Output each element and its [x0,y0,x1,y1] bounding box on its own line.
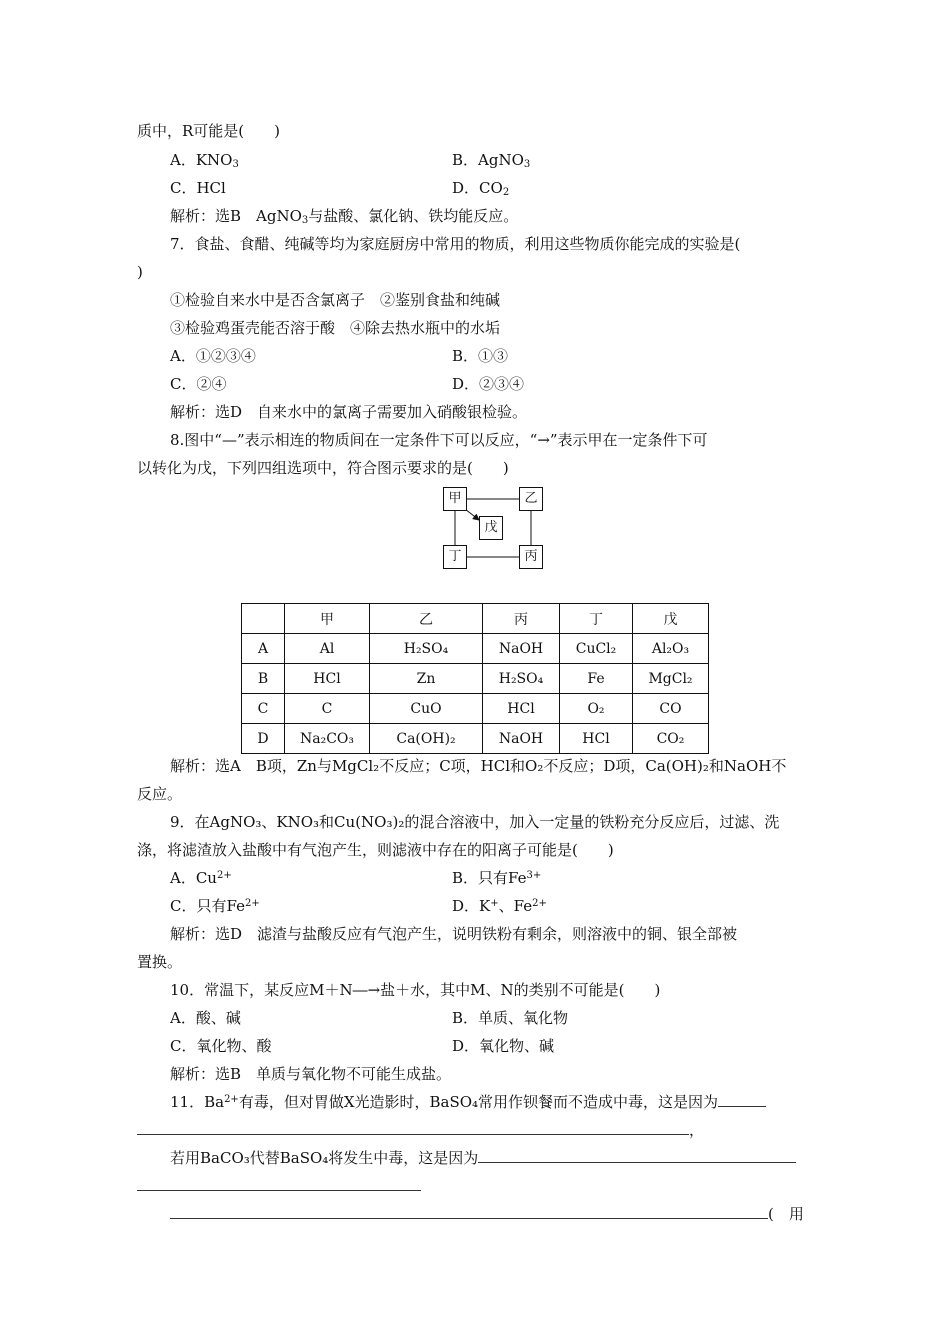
answer-blank[interactable] [137,1120,689,1135]
q9-answer: 解析：选D 滤渣与盐酸反应有气泡产生，说明铁粉有剩余，则溶液中的铜、银全部被 [170,925,738,943]
table-cell: H₂SO₄ [370,634,483,664]
q10-option-a: A．酸、碱 [170,1009,241,1027]
q7-stem: 7．食盐、食醋、纯碱等均为家庭厨房中常用的物质，利用这些物质你能完成的实验是( [170,235,741,253]
table-header-cell: 丁 [560,604,633,634]
q8-stem: 8.图中“—”表示相连的物质间在一定条件下可以反应，“→”表示甲在一定条件下可 [170,431,708,449]
q10-stem: 10．常温下，某反应M＋N―→盐＋水，其中M、N的类别不可能是( ) [170,981,661,999]
q7-option-c: C．②④ [170,375,227,393]
q7-stem-cont: ) [137,263,143,281]
q8-stem-cont: 以转化为戊，下列四组选项中，符合图示要求的是( ) [137,459,509,477]
q6-option-b: B．AgNO$_3$ [452,151,531,170]
q10-option-d: D．氧化物、碱 [452,1037,555,1055]
table-cell: NaOH [483,724,560,754]
table-cell: Na₂CO₃ [285,724,370,754]
q6-option-d: D．$CO_2$ [452,179,510,198]
table-cell: CO [633,694,709,724]
answer-blank[interactable] [718,1092,766,1107]
q7-option-b: B．①③ [452,347,509,365]
table-row [242,664,709,694]
table-cell: Fe [560,664,633,694]
q8-answer: 解析：选A B项，Zn与MgCl₂不反应；C项，HCl和O₂不反应；D项，Ca(OH)₂和NaOH不 [170,757,787,775]
q11-line-5: ( 用 [170,1204,804,1224]
table-cell: MgCl₂ [633,664,709,694]
q8-options-table [241,603,709,754]
q9-option-c: C．只有$Fe^{2+}$ [170,897,260,915]
table-cell: A [242,634,285,664]
table-cell: CO₂ [633,724,709,754]
table-cell: O₂ [560,694,633,724]
q9-answer-cont: 置换。 [137,953,183,971]
table-cell: Al [285,634,370,664]
table-row [242,724,709,754]
table-header-row [242,604,709,634]
diagram-node-ding: 丁 [443,545,467,569]
diagram-node-jia: 甲 [443,487,467,511]
q11-line-2: ， [137,1120,704,1140]
answer-blank[interactable] [137,1176,421,1191]
table-cell: CuO [370,694,483,724]
table-cell: HCl [483,694,560,724]
q6-stem: 质中，R可能是( ) [137,122,280,140]
table-header-cell: 乙 [370,604,483,634]
table-cell: Zn [370,664,483,694]
q10-answer: 解析：选B 单质与氧化物不可能生成盐。 [170,1065,452,1083]
table-row [242,634,709,664]
q9-option-b: B．只有$Fe^{3+}$ [452,869,542,887]
q11-line-4 [137,1176,421,1196]
q9-option-a: A．$Cu^{2+}$ [170,869,232,887]
table-cell: NaOH [483,634,560,664]
table-cell: B [242,664,285,694]
table-cell: C [285,694,370,724]
table-header-cell: 丙 [483,604,560,634]
q6-answer: 解析：选B AgNO$_3$与盐酸、氯化钠、铁均能反应。 [170,207,519,226]
table-cell: HCl [560,724,633,754]
q6-option-c: C．HCl [170,179,226,197]
q6-option-a: A．$KNO_3$ [170,151,239,170]
answer-blank[interactable] [170,1204,768,1219]
q7-items-1: ①检验自来水中是否含氯离子 ②鉴别食盐和纯碱 [170,291,501,309]
answer-blank[interactable] [478,1148,796,1163]
table-cell: CuCl₂ [560,634,633,664]
q9-stem-cont: 涤，将滤渣放入盐酸中有气泡产生，则滤液中存在的阳离子可能是( ) [137,841,614,859]
q7-answer: 解析：选D 自来水中的氯离子需要加入硝酸银检验。 [170,403,528,421]
q11-line-3: 若用BaCO₃代替BaSO₄将发生中毒，这是因为 [170,1148,796,1168]
q7-option-d: D．②③④ [452,375,525,393]
q8-answer-cont: 反应。 [137,785,183,803]
q11-stem: 11．$Ba^{2+}$有毒，但对胃做X光造影时，BaSO₄常用作钡餐而不造成中毒，这是因为 [170,1092,766,1112]
q9-stem: 9．在AgNO₃、KNO₃和Cu(NO₃)₂的混合溶液中，加入一定量的铁粉充分反应后，过滤、洗 [170,813,780,831]
q9-option-d: D．K+、$Fe^{2+}$ [452,897,547,915]
q10-option-c: C．氧化物、酸 [170,1037,272,1055]
table-header-cell: 甲 [285,604,370,634]
table-header-cell: 戊 [633,604,709,634]
table-cell: HCl [285,664,370,694]
table-cell: Ca(OH)₂ [370,724,483,754]
q7-option-a: A．①②③④ [170,347,256,365]
table-cell: D [242,724,285,754]
diagram-node-wu: 戊 [479,516,503,540]
diagram-node-bing: 丙 [519,545,543,569]
q10-option-b: B．单质、氧化物 [452,1009,569,1027]
table-cell: H₂SO₄ [483,664,560,694]
diagram-node-yi: 乙 [519,487,543,511]
table-row [242,694,709,724]
table-cell: C [242,694,285,724]
q7-items-2: ③检验鸡蛋壳能否溶于酸 ④除去热水瓶中的水垢 [170,319,501,337]
table-header-cell [242,604,285,634]
table-cell: Al₂O₃ [633,634,709,664]
